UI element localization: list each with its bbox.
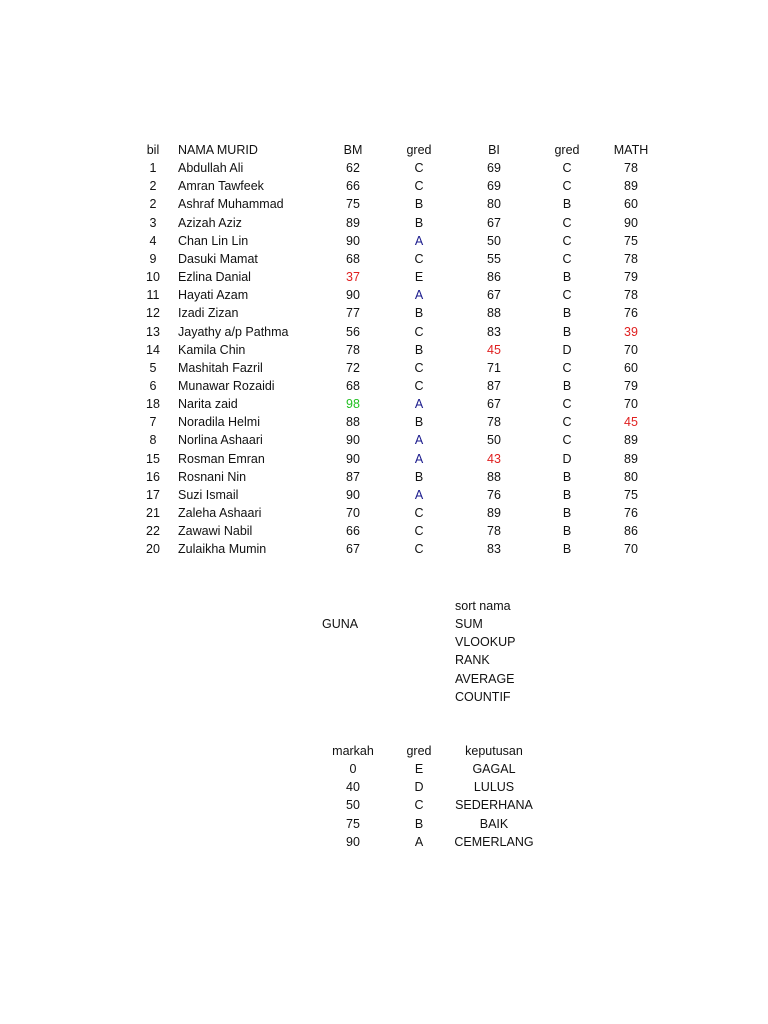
cell-gred2: C <box>562 215 572 230</box>
cell-gred1: B <box>414 342 424 357</box>
cell-gred2: D <box>562 451 572 466</box>
grade-cell-keputusan: LULUS <box>473 780 515 795</box>
cell-gred1: C <box>414 179 424 194</box>
cell-bil: 17 <box>146 487 160 502</box>
cell-bi: 76 <box>487 487 501 502</box>
cell-bm: 88 <box>346 415 360 430</box>
cell-bil: 8 <box>149 433 157 448</box>
cell-bm: 90 <box>346 487 360 502</box>
cell-bil: 21 <box>146 506 160 520</box>
cell-bi: 43 <box>487 451 501 466</box>
cell-nama: Azizah Aziz <box>178 215 242 230</box>
grade-cell-markah: 40 <box>346 780 360 795</box>
cell-bi: 50 <box>487 233 501 248</box>
grade-cell-gred: A <box>414 834 424 849</box>
function-item: SUM <box>455 617 483 632</box>
cell-nama: Rosnani Nin <box>178 469 247 484</box>
cell-bil: 12 <box>146 306 160 321</box>
cell-bi: 71 <box>487 360 501 375</box>
cell-gred1: C <box>414 506 424 520</box>
cell-bi: 88 <box>487 469 501 484</box>
cell-bil: 2 <box>149 179 157 194</box>
grade-cell-markah: 0 <box>349 762 357 777</box>
function-item: RANK <box>455 653 490 668</box>
cell-math: 76 <box>624 506 638 520</box>
cell-gred2: B <box>562 506 572 520</box>
cell-math: 75 <box>624 233 638 248</box>
cell-gred2: C <box>562 161 572 176</box>
cell-nama: Munawar Rozaidi <box>178 378 275 393</box>
cell-gred1: E <box>414 270 424 285</box>
grade-header-gred: gred <box>406 744 432 758</box>
cell-nama: Zulaikha Mumin <box>178 542 267 557</box>
grade-header-keputusan: keputusan <box>465 744 523 758</box>
cell-bil: 18 <box>146 397 160 412</box>
cell-bm: 37 <box>346 270 360 285</box>
cell-gred1: C <box>414 324 424 339</box>
cell-bil: 22 <box>146 524 160 539</box>
cell-gred1: A <box>414 233 424 248</box>
cell-bil: 13 <box>146 324 160 339</box>
cell-gred2: B <box>562 378 572 393</box>
header-nama: NAMA MURID <box>178 143 258 157</box>
cell-bm: 66 <box>346 524 360 539</box>
cell-gred1: C <box>414 161 424 176</box>
cell-bil: 5 <box>149 360 157 375</box>
cell-bi: 50 <box>487 433 501 448</box>
cell-nama: Rosman Emran <box>178 451 265 466</box>
cell-math: 70 <box>624 397 638 412</box>
grade-cell-markah: 90 <box>346 834 360 849</box>
grade-cell-gred: B <box>414 816 424 831</box>
cell-bil: 15 <box>146 451 160 466</box>
cell-math: 86 <box>624 524 638 539</box>
cell-math: 70 <box>624 542 638 557</box>
cell-bi: 78 <box>487 524 501 539</box>
cell-math: 89 <box>624 451 638 466</box>
cell-gred2: B <box>562 542 572 557</box>
cell-gred1: A <box>414 433 424 448</box>
cell-math: 89 <box>624 179 638 194</box>
cell-gred2: B <box>562 270 572 285</box>
cell-bi: 78 <box>487 415 501 430</box>
cell-nama: Izadi Zizan <box>178 306 239 321</box>
cell-gred1: B <box>414 415 424 430</box>
cell-bil: 14 <box>146 342 160 357</box>
grade-cell-keputusan: GAGAL <box>472 762 516 777</box>
cell-bm: 62 <box>346 161 360 176</box>
cell-bm: 78 <box>346 342 360 357</box>
cell-gred1: C <box>414 542 424 557</box>
cell-bil: 6 <box>149 378 157 393</box>
cell-nama: Hayati Azam <box>178 288 249 303</box>
cell-bi: 67 <box>487 215 501 230</box>
cell-gred2: C <box>562 360 572 375</box>
cell-bm: 70 <box>346 506 360 520</box>
cell-gred1: A <box>414 487 424 502</box>
cell-gred2: C <box>562 415 572 430</box>
header-gred1: gred <box>406 143 432 157</box>
cell-math: 80 <box>624 469 638 484</box>
cell-gred1: C <box>414 251 424 266</box>
cell-nama: Ezlina Danial <box>178 270 251 285</box>
cell-bi: 55 <box>487 251 501 266</box>
grade-cell-gred: E <box>414 762 424 777</box>
cell-nama: Norlina Ashaari <box>178 433 263 448</box>
cell-gred1: B <box>414 197 424 212</box>
cell-gred1: B <box>414 469 424 484</box>
cell-nama: Zawawi Nabil <box>178 524 253 539</box>
grade-cell-markah: 50 <box>346 798 360 813</box>
function-item: VLOOKUP <box>455 635 516 650</box>
cell-bil: 20 <box>146 542 160 557</box>
cell-nama: Ashraf Muhammad <box>178 197 284 212</box>
cell-math: 45 <box>624 415 638 430</box>
cell-nama: Amran Tawfeek <box>178 179 264 194</box>
cell-bil: 11 <box>146 288 160 303</box>
cell-bi: 67 <box>487 288 501 303</box>
cell-gred2: C <box>562 288 572 303</box>
cell-gred1: A <box>414 288 424 303</box>
cell-nama: Chan Lin Lin <box>178 233 249 248</box>
cell-gred1: B <box>414 215 424 230</box>
cell-bi: 89 <box>487 506 501 520</box>
cell-nama: Jayathy a/p Pathma <box>178 324 289 339</box>
header-bil: bil <box>146 143 160 157</box>
cell-math: 78 <box>624 288 638 303</box>
cell-nama: Zaleha Ashaari <box>178 506 262 520</box>
cell-bm: 77 <box>346 306 360 321</box>
cell-math: 60 <box>624 197 638 212</box>
cell-bi: 45 <box>487 342 501 357</box>
cell-bm: 66 <box>346 179 360 194</box>
cell-bi: 67 <box>487 397 501 412</box>
cell-gred1: B <box>414 306 424 321</box>
cell-bm: 72 <box>346 360 360 375</box>
cell-nama: Abdullah Ali <box>178 161 244 176</box>
cell-bm: 87 <box>346 469 360 484</box>
cell-bil: 1 <box>149 161 157 176</box>
cell-bi: 86 <box>487 270 501 285</box>
cell-bi: 69 <box>487 161 501 176</box>
grade-header-markah: markah <box>332 744 374 758</box>
cell-gred1: A <box>414 397 424 412</box>
cell-gred2: C <box>562 179 572 194</box>
cell-gred2: C <box>562 233 572 248</box>
header-bm: BM <box>343 143 363 157</box>
cell-math: 39 <box>624 324 638 339</box>
header-math: MATH <box>613 143 649 157</box>
cell-math: 76 <box>624 306 638 321</box>
cell-bi: 83 <box>487 324 501 339</box>
cell-bi: 83 <box>487 542 501 557</box>
grade-cell-keputusan: CEMERLANG <box>454 834 534 849</box>
cell-nama: Kamila Chin <box>178 342 246 357</box>
cell-gred2: B <box>562 487 572 502</box>
cell-gred1: C <box>414 378 424 393</box>
cell-gred2: B <box>562 524 572 539</box>
cell-math: 60 <box>624 360 638 375</box>
cell-bil: 4 <box>149 233 157 248</box>
cell-bm: 90 <box>346 451 360 466</box>
cell-nama: Suzi Ismail <box>178 487 239 502</box>
cell-bm: 67 <box>346 542 360 557</box>
cell-gred1: C <box>414 524 424 539</box>
cell-math: 75 <box>624 487 638 502</box>
cell-math: 78 <box>624 161 638 176</box>
cell-gred2: C <box>562 251 572 266</box>
cell-gred2: C <box>562 397 572 412</box>
cell-math: 79 <box>624 270 638 285</box>
cell-bm: 89 <box>346 215 360 230</box>
cell-nama: Mashitah Fazril <box>178 360 263 375</box>
grade-cell-gred: D <box>414 780 424 795</box>
header-gred2: gred <box>554 143 580 157</box>
cell-bm: 90 <box>346 288 360 303</box>
function-item: COUNTIF <box>455 689 511 704</box>
cell-nama: Narita zaid <box>178 397 238 412</box>
cell-bm: 56 <box>346 324 360 339</box>
cell-gred2: B <box>562 197 572 212</box>
grade-cell-markah: 75 <box>346 816 360 831</box>
header-bi: BI <box>488 143 500 157</box>
cell-gred1: A <box>414 451 424 466</box>
cell-bi: 87 <box>487 378 501 393</box>
function-item: AVERAGE <box>455 671 515 686</box>
cell-bil: 2 <box>149 197 157 212</box>
cell-bm: 98 <box>346 397 360 412</box>
grade-cell-keputusan: BAIK <box>479 816 509 831</box>
cell-math: 89 <box>624 433 638 448</box>
guna-label: GUNA <box>322 617 359 631</box>
cell-gred2: C <box>562 433 572 448</box>
cell-gred2: B <box>562 469 572 484</box>
cell-bi: 69 <box>487 179 501 194</box>
cell-math: 70 <box>624 342 638 357</box>
function-item: sort nama <box>455 599 511 613</box>
cell-gred1: C <box>414 360 424 375</box>
cell-bm: 68 <box>346 251 360 266</box>
cell-bi: 80 <box>487 197 501 212</box>
cell-bm: 75 <box>346 197 360 212</box>
grade-cell-keputusan: SEDERHANA <box>455 798 533 813</box>
cell-gred2: B <box>562 306 572 321</box>
cell-bm: 90 <box>346 433 360 448</box>
cell-bil: 10 <box>146 270 160 285</box>
cell-nama: Dasuki Mamat <box>178 251 258 266</box>
cell-bil: 3 <box>149 215 157 230</box>
cell-bil: 9 <box>149 251 157 266</box>
cell-bil: 7 <box>149 415 157 430</box>
cell-math: 78 <box>624 251 638 266</box>
grade-cell-gred: C <box>414 798 424 813</box>
cell-bm: 90 <box>346 233 360 248</box>
cell-math: 79 <box>624 378 638 393</box>
cell-math: 90 <box>624 215 638 230</box>
cell-gred2: D <box>562 342 572 357</box>
cell-bi: 88 <box>487 306 501 321</box>
cell-nama: Noradila Helmi <box>178 415 260 430</box>
cell-bil: 16 <box>146 469 160 484</box>
cell-gred2: B <box>562 324 572 339</box>
cell-bm: 68 <box>346 378 360 393</box>
